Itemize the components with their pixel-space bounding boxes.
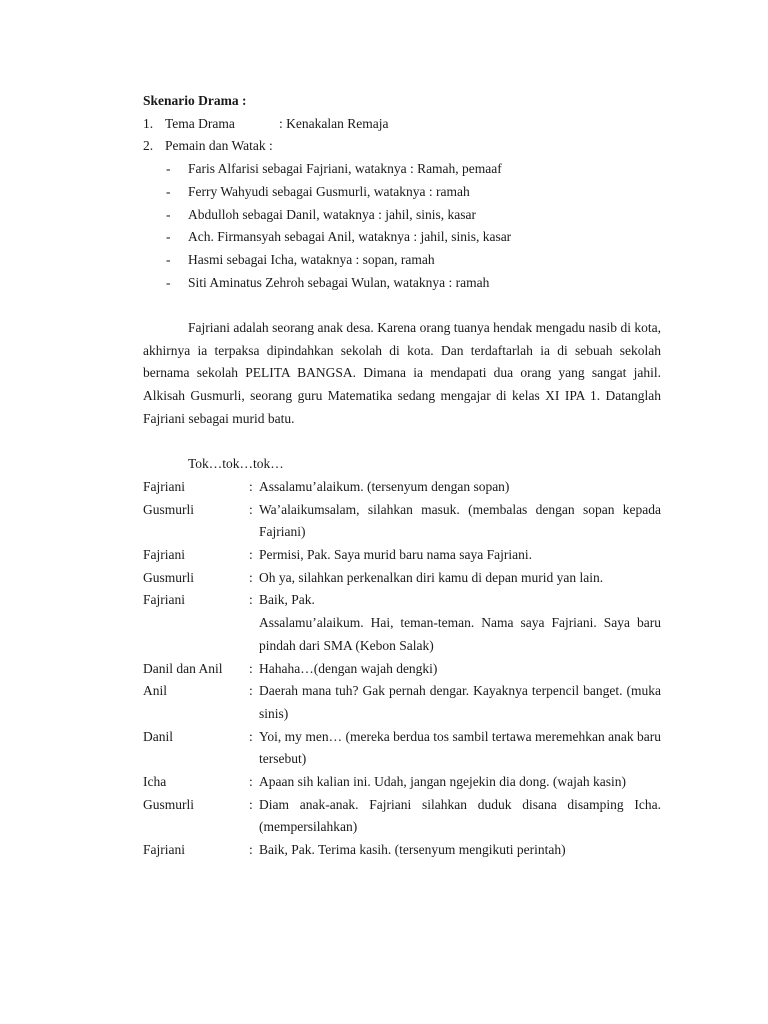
speaker-colon: : [249, 728, 253, 744]
intro-paragraph [143, 317, 661, 431]
dialogue-text: Yoi, my men… (mereka berdua tos sambil tertawa meremehkan anak baru tersebut) [259, 728, 661, 767]
bullet-dash: - [166, 251, 171, 267]
cast-item [143, 204, 661, 227]
dialogue-text: Baik, Pak. [259, 592, 315, 608]
speaker-name: Danil [143, 728, 173, 744]
speaker-name: Danil dan Anil [143, 660, 223, 676]
dialogue-text: Apaan sih kalian ini. Udah, jangan ngejekin dia dong. (wajah kasin) [259, 774, 627, 790]
speaker-colon: : [249, 683, 253, 699]
dialogue-block [259, 589, 661, 657]
speaker-colon: : [249, 796, 253, 812]
cast-text: Siti Aminatus Zehroh sebagai Wulan, wataknya : ramah [188, 274, 490, 290]
speaker-colon: : [249, 660, 253, 676]
dialogue-continuation: Assalamu’alaikum. Hai, teman-teman. Nama saya Fajriani. Saya baru pindah dari SMA (Kebon Salak) [259, 615, 661, 653]
speaker-colon: : [249, 478, 253, 494]
cast-item [143, 249, 661, 272]
theme-label: Tema Drama [165, 115, 235, 131]
dialogue-line [143, 499, 661, 544]
dialogue-line [143, 680, 661, 725]
intro-text: Fajriani adalah seorang anak desa. Karena orang tuanya hendak mengadu nasib di kota, akhirnya ia terpaksa dipindahkan sekolah di kota. Dan terdaftarlah ia di sebuah sekolah bernama sekolah PELITA BANGSA. Dimana ia mendapati dua orang yang sangat jahil. Alkisah Gusmurli, seorang guru Matematika sedang mengajar di kelas XI IPA 1. Datanglah Fajriani sebagai murid batu. [143, 320, 661, 426]
speaker-colon: : [249, 547, 253, 563]
sound-effect: Tok…tok…tok… [188, 456, 284, 472]
speaker-name: Gusmurli [143, 796, 195, 812]
speaker-name: Fajriani [143, 547, 185, 563]
document-title: Skenario Drama : [143, 93, 247, 108]
dialogue-line [143, 567, 661, 590]
bullet-dash: - [166, 274, 171, 290]
dialogue-line [143, 476, 661, 499]
speaker-name: Fajriani [143, 478, 185, 494]
bullet-dash: - [166, 183, 171, 199]
speaker-name: Fajriani [143, 842, 185, 858]
cast-item [143, 181, 661, 204]
dialogue-line [143, 839, 661, 862]
spacer [143, 294, 661, 317]
bullet-dash: - [166, 206, 171, 222]
item-number: 2. [143, 138, 154, 154]
speaker-colon: : [249, 501, 253, 517]
dialogue-line [143, 794, 661, 839]
dialogue-line [143, 658, 661, 681]
dialogue-text: Assalamu’alaikum. (tersenyum dengan sopan) [259, 478, 510, 494]
theme-value: : Kenakalan Remaja [279, 115, 389, 131]
spacer [143, 431, 661, 454]
cast-item [143, 272, 661, 295]
dialogue-text: Hahaha…(dengan wajah dengki) [259, 660, 438, 676]
dialogue-text: Baik, Pak. Terima kasih. (tersenyum mengikuti perintah) [259, 842, 566, 858]
cast-text: Ach. Firmansyah sebagai Anil, wataknya : jahil, sinis, kasar [188, 229, 512, 245]
speaker-colon: : [249, 774, 253, 790]
dialogue-text: Permisi, Pak. Saya murid baru nama saya Fajriani. [259, 547, 532, 563]
dialogue-line [143, 589, 661, 657]
speaker-name: Anil [143, 683, 168, 699]
document-content [143, 90, 661, 862]
item-number: 1. [143, 115, 154, 131]
cast-text: Abdulloh sebagai Danil, wataknya : jahil, sinis, kasar [188, 206, 476, 222]
dialogue-text: Wa’alaikumsalam, silahkan masuk. (membalas dengan sopan kepada Fajriani) [259, 501, 661, 540]
cast-text: Hasmi sebagai Icha, wataknya : sopan, ramah [188, 251, 435, 267]
dialogue-text: Daerah mana tuh? Gak pernah dengar. Kayaknya terpencil banget. (muka sinis) [259, 683, 661, 721]
cast-text: Ferry Wahyudi sebagai Gusmurli, wataknya : ramah [188, 183, 470, 199]
dialogue-text: Diam anak-anak. Fajriani silahkan duduk disana disamping Icha. (mempersilahkan) [259, 796, 661, 835]
bullet-dash: - [166, 229, 171, 245]
cast-heading: Pemain dan Watak : [165, 138, 273, 154]
speaker-name: Gusmurli [143, 501, 195, 517]
dialogue-text: Oh ya, silahkan perkenalkan diri kamu di depan murid yan lain. [259, 569, 604, 585]
cast-text: Faris Alfarisi sebagai Fajriani, wataknya : Ramah, pemaaf [188, 161, 502, 177]
speaker-name: Icha [143, 774, 167, 790]
speaker-name: Gusmurli [143, 569, 195, 585]
bullet-dash: - [166, 161, 171, 177]
speaker-colon: : [249, 592, 253, 608]
cast-item [143, 158, 661, 181]
item-cast [143, 135, 661, 158]
speaker-name: Fajriani [143, 592, 185, 608]
dialogue-line [143, 544, 661, 567]
speaker-colon: : [249, 569, 253, 585]
item-theme [143, 113, 661, 136]
dialogue-line [143, 771, 661, 794]
dialogue-line [143, 726, 661, 771]
speaker-colon: : [249, 842, 253, 858]
cast-item [143, 226, 661, 249]
